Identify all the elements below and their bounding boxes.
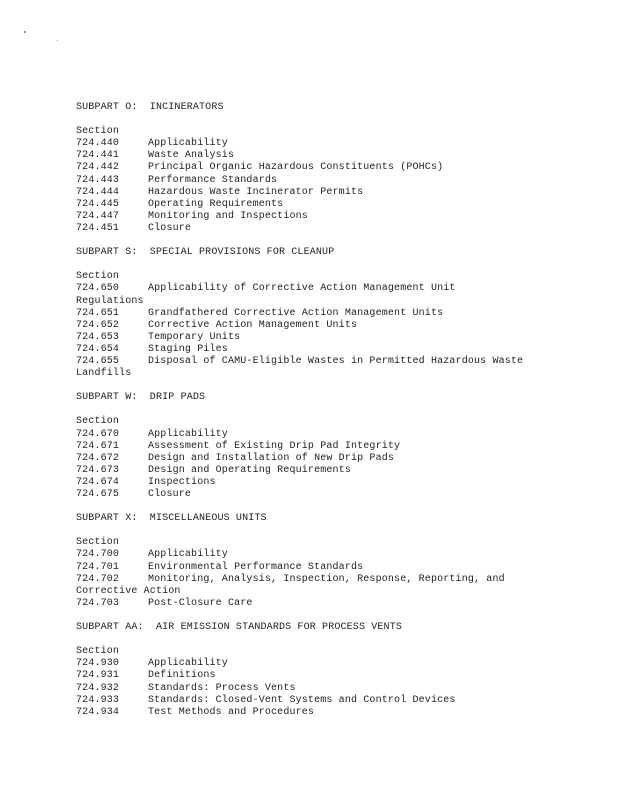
section-title-continuation: Corrective Action [76, 585, 181, 597]
section-title: Temporary Units [148, 331, 241, 343]
section-number: 724.443 [76, 174, 120, 186]
section-number: 724.440 [76, 138, 120, 150]
section-number: 724.670 [76, 428, 120, 440]
section-number: 724.700 [76, 549, 120, 561]
section-title: Performance Standards [148, 174, 278, 186]
section-title-continuation: Landfills [76, 368, 132, 380]
section-title: Applicability of Corrective Action Management Unit [148, 283, 456, 295]
section-entry [76, 453, 596, 465]
subpart-block [76, 247, 596, 380]
section-entry [76, 187, 596, 199]
section-title: Principal Organic Hazardous Constituents (POHCs) [148, 162, 444, 174]
section-entry [76, 707, 596, 719]
section-number: 724.933 [76, 694, 120, 706]
section-title: Post-Closure Care [148, 597, 253, 609]
section-number: 724.651 [76, 307, 120, 319]
section-title: Applicability [148, 549, 228, 561]
section-number: 724.673 [76, 464, 120, 476]
section-title: Waste Analysis [148, 150, 235, 162]
section-number: 724.703 [76, 597, 120, 609]
section-title: Environmental Performance Standards [148, 561, 364, 573]
section-number: 724.701 [76, 561, 120, 573]
section-title: Closure [148, 489, 192, 500]
section-entry [76, 211, 596, 223]
spacer [76, 259, 596, 271]
section-number: 724.445 [76, 198, 120, 210]
spacer [76, 404, 596, 416]
section-number: 724.672 [76, 452, 120, 464]
subpart-block [76, 392, 596, 501]
section-entry [76, 138, 596, 150]
section-title: Operating Requirements [148, 198, 284, 210]
section-number: 724.930 [76, 658, 120, 670]
spacer [76, 525, 596, 537]
table-of-contents [76, 102, 596, 719]
section-entry [76, 670, 596, 682]
section-entry [76, 562, 596, 574]
section-entry [76, 683, 596, 695]
subpart-heading: SUBPART AA: AIR EMISSION STANDARDS FOR PROCESS VENTS [76, 622, 403, 634]
section-title: Applicability [148, 138, 228, 150]
section-entry [76, 574, 596, 586]
section-title-continuation: Regulations [76, 295, 144, 307]
scan-speck [57, 40, 58, 41]
section-title: Applicability [148, 658, 228, 670]
section-entry [76, 477, 596, 489]
section-number: 724.653 [76, 331, 120, 343]
section-entry [76, 223, 596, 235]
subpart-heading: SUBPART X: MISCELLANEOUS UNITS [76, 513, 267, 525]
subpart-heading: SUBPART S: SPECIAL PROVISIONS FOR CLEANUP [76, 247, 335, 259]
section-label: Section [76, 416, 120, 428]
section-number: 724.441 [76, 150, 120, 162]
section-entry [76, 320, 596, 332]
section-entry [76, 465, 596, 477]
section-number: 724.444 [76, 186, 120, 198]
subpart-block [76, 513, 596, 610]
section-title: Corrective Action Management Units [148, 319, 358, 331]
spacer [76, 114, 596, 126]
section-number: 724.442 [76, 162, 120, 174]
section-title: Test Methods and Procedures [148, 706, 315, 718]
section-entry [76, 199, 596, 211]
section-title: Disposal of CAMU-Eligible Wastes in Permitted Hazardous Waste [148, 355, 524, 367]
section-title: Applicability [148, 428, 228, 440]
section-title: Monitoring and Inspections [148, 210, 308, 222]
section-number: 724.702 [76, 573, 120, 585]
section-title: Assessment of Existing Drip Pad Integrity [148, 440, 401, 452]
section-number: 724.671 [76, 440, 120, 452]
section-number: 724.650 [76, 283, 120, 295]
section-entry [76, 175, 596, 187]
section-title: Inspections [148, 476, 216, 488]
section-title: Design and Installation of New Drip Pads [148, 452, 395, 464]
section-entry [76, 308, 596, 320]
section-entry [76, 356, 596, 368]
section-label: Section [76, 271, 120, 283]
section-title: Definitions [148, 670, 216, 682]
section-entry [76, 332, 596, 344]
section-number: 724.655 [76, 355, 120, 367]
section-number: 724.931 [76, 670, 120, 682]
section-number: 724.674 [76, 476, 120, 488]
section-title: Grandfathered Corrective Action Management Units [148, 307, 444, 319]
section-entry [76, 441, 596, 453]
section-title: Hazardous Waste Incinerator Permits [148, 186, 364, 198]
section-number: 724.654 [76, 343, 120, 355]
spacer [76, 634, 596, 646]
section-entry [76, 150, 596, 162]
section-number: 724.451 [76, 222, 120, 234]
section-label: Section [76, 537, 120, 549]
section-entry [76, 489, 596, 501]
section-title: Standards: Closed-Vent Systems and Control Devices [148, 694, 456, 706]
section-title: Standards: Process Vents [148, 682, 296, 694]
subpart-heading: SUBPART W: DRIP PADS [76, 392, 206, 404]
section-number: 724.934 [76, 706, 120, 718]
section-title: Staging Piles [148, 343, 228, 355]
section-label: Section [76, 126, 120, 138]
section-entry [76, 598, 596, 610]
subpart-heading: SUBPART O: INCINERATORS [76, 102, 224, 113]
section-entry [76, 283, 596, 295]
subpart-block [76, 102, 596, 235]
section-entry [76, 162, 596, 174]
section-number: 724.675 [76, 489, 120, 500]
section-entry [76, 658, 596, 670]
section-number: 724.932 [76, 682, 120, 694]
scan-speck [24, 31, 26, 33]
section-entry [76, 344, 596, 356]
section-entry [76, 429, 596, 441]
section-number: 724.652 [76, 319, 120, 331]
section-title: Monitoring, Analysis, Inspection, Response, Reporting, and [148, 573, 505, 585]
section-entry [76, 549, 596, 561]
section-entry [76, 695, 596, 707]
subpart-block [76, 622, 596, 719]
section-number: 724.447 [76, 210, 120, 222]
section-label: Section [76, 646, 120, 658]
section-title: Design and Operating Requirements [148, 464, 351, 476]
section-title: Closure [148, 222, 192, 234]
